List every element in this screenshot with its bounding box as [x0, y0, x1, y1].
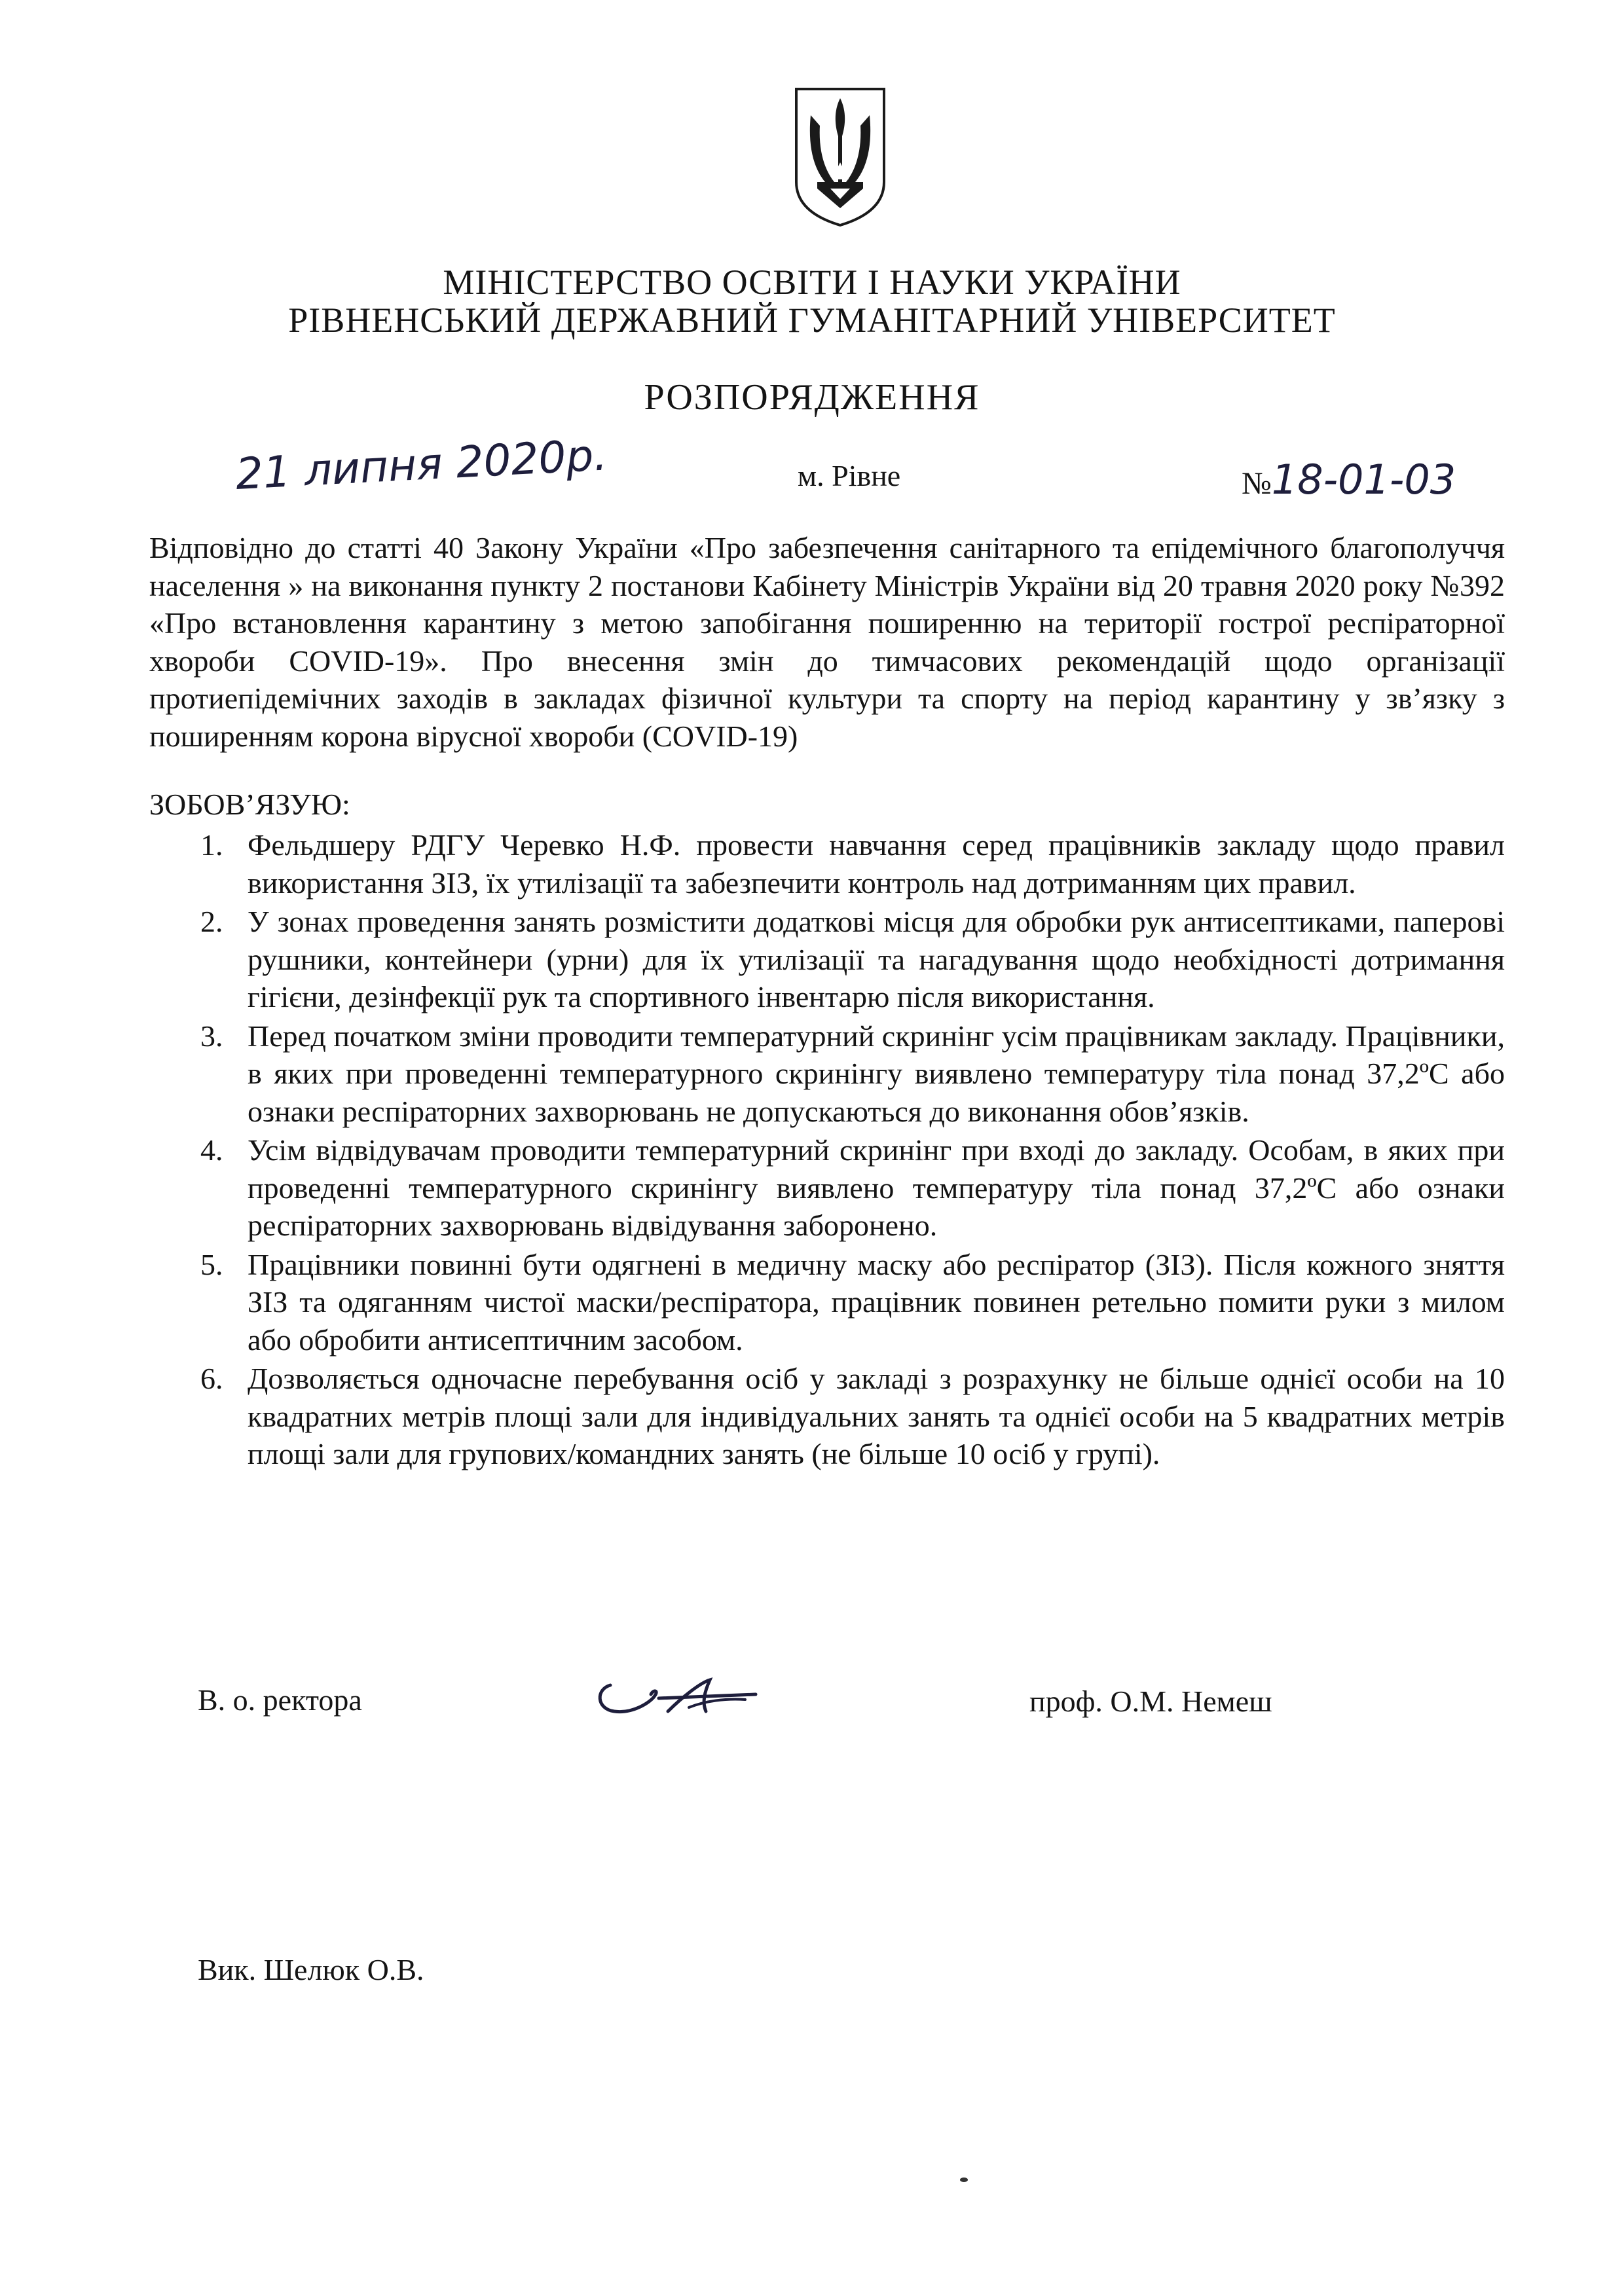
signatory-name: проф. О.М. Немеш: [1029, 1685, 1272, 1718]
city: м. Рівне: [798, 459, 901, 492]
order-item-number: 1.: [200, 828, 223, 862]
order-item-number: 6.: [200, 1362, 223, 1395]
order-item: [149, 1131, 1505, 1245]
document-title: РОЗПОРЯДЖЕННЯ: [644, 377, 980, 418]
order-item-text: Фельдшеру РДГУ Черевко Н.Ф. провести навчання серед працівників закладу щодо правил використання ЗІЗ, їх утилізації та забезпечити контроль над дотриманням цих правил.: [248, 828, 1505, 900]
order-item: [149, 1017, 1505, 1131]
order-item: [149, 1360, 1505, 1473]
executor: Вик. Шелюк О.В.: [198, 1953, 424, 1986]
order-item-text: У зонах проведення занять розмістити додаткові місця для обробки рук антисептиками, паперові рушники, контейнери (урни) для їх утилізації та нагадування щодо необхідності дотримання гігієни, дезінфекції рук та спортивного інвентарю після використання.: [248, 905, 1505, 1013]
handwritten-date: 21 липня 2020р.: [234, 429, 609, 500]
order-item-number: 2.: [200, 905, 223, 938]
order-item-number: 4.: [200, 1133, 223, 1167]
signatory-role: В. о. ректора: [198, 1683, 362, 1717]
oblige-heading: ЗОБОВ’ЯЗУЮ:: [149, 788, 350, 821]
ministry-name: МІНІСТЕРСТВО ОСВІТИ І НАУКИ УКРАЇНИ: [443, 263, 1181, 302]
order-item-number: 3.: [200, 1019, 223, 1053]
order-item: [149, 903, 1505, 1016]
handwritten-number: 18-01-03: [1271, 456, 1456, 503]
order-item-number: 5.: [200, 1247, 223, 1281]
order-item-text: Працівники повинні бути одягнені в медичну маску або респіратор (ЗІЗ). Після кожного зняття ЗІЗ та одяганням чистої маски/респіратора, працівник повинен ретельно помити руки з милом або обробити антисептичним засобом.: [248, 1247, 1505, 1357]
preamble-paragraph: Відповідно до статті 40 Закону України «Про забезпечення санітарного та епідемічного благополуччя населення » на виконання пункту 2 постанови Кабінету Міністрів України від 20 травня 2020 року №392 «Про встановлення карантину з метою запобігання поширенню на території гострої респіраторної хвороби COVID-19». Про внесення змін до тимчасових рекомендацій щодо організації протиепідемічних заходів в закладах фізичної культури та спорту на період карантину у зв’язку з поширенням корона вірусної хвороби (COVID-19): [149, 531, 1505, 753]
signature-icon: [591, 1671, 767, 1723]
order-items-list: [149, 826, 1505, 1474]
coat-of-arms-icon: [791, 84, 889, 229]
order-item-text: Усім відвідувачам проводити температурний скринінг при вході до закладу. Особам, в яких при проведенні температурного скринінгу виявлено температуру тіла понад 37,2ºС або ознаки респіраторних захворювань відвідування заборонено.: [248, 1133, 1505, 1242]
order-item: [149, 826, 1505, 902]
order-item: [149, 1246, 1505, 1359]
university-name: РІВНЕНСЬКИЙ ДЕРЖАВНИЙ ГУМАНІТАРНИЙ УНІВЕРСИТЕТ: [288, 301, 1336, 340]
document-number: [1242, 456, 1456, 503]
order-item-text: Дозволяється одночасне перебування осіб у закладі з розрахунку не більше однієї особи на 10 квадратних метрів площі зали для індивідуальних занять та однієї особи на 5 квадратних метрів площі зали для групових/командних занять (не більше 10 осіб у групі).: [248, 1362, 1505, 1470]
number-prefix: №: [1242, 466, 1272, 501]
order-item-text: Перед початком зміни проводити температурний скринінг усім працівникам закладу. Працівники, в яких при проведенні температурного скринінгу виявлено температуру тіла понад 37,2ºС або ознаки респіраторних захворювань не допускаються до виконання обов’язків.: [248, 1019, 1505, 1128]
scan-mark: [960, 2178, 968, 2182]
